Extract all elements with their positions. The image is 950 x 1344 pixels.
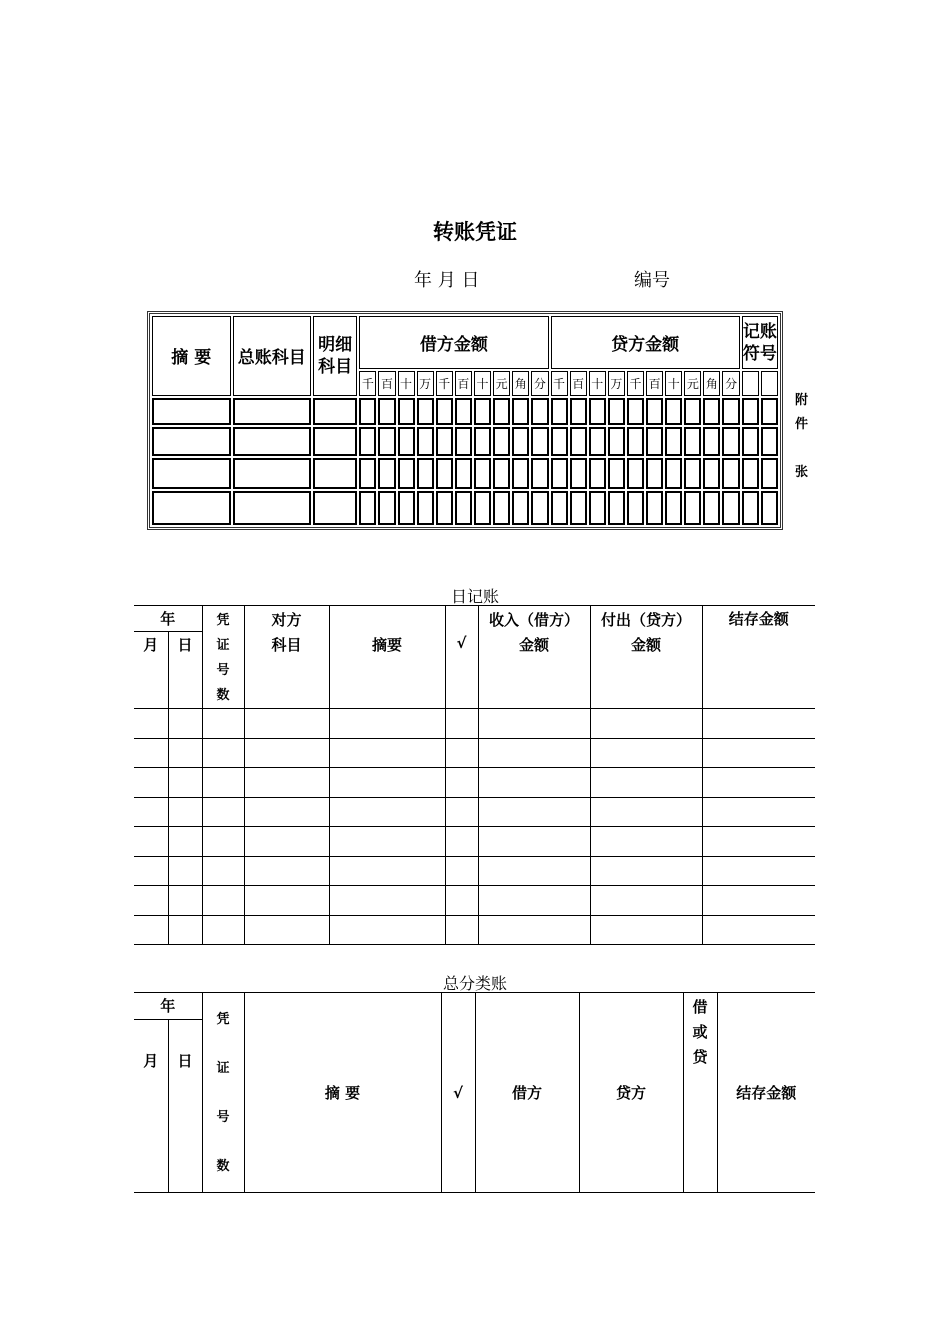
voucher-entry-cell[interactable] bbox=[665, 491, 682, 525]
voucher-entry-cell[interactable] bbox=[722, 398, 739, 426]
journal-cell[interactable] bbox=[168, 768, 202, 798]
voucher-entry-cell[interactable] bbox=[493, 458, 510, 490]
journal-cell[interactable] bbox=[702, 856, 815, 886]
voucher-entry-cell[interactable] bbox=[436, 427, 453, 456]
journal-cell[interactable] bbox=[329, 856, 445, 886]
journal-cell[interactable] bbox=[202, 797, 244, 827]
voucher-entry-cell[interactable] bbox=[233, 458, 312, 490]
journal-cell[interactable] bbox=[244, 886, 329, 916]
voucher-entry-cell[interactable] bbox=[722, 491, 739, 525]
journal-cell[interactable] bbox=[445, 915, 478, 945]
counter-account-line-1: 对方 bbox=[271, 611, 302, 629]
voucher-entry-cell[interactable] bbox=[684, 427, 701, 456]
posting-mark-line-2: 符号 bbox=[742, 343, 777, 364]
voucher-entry-cell[interactable] bbox=[646, 398, 663, 426]
journal-cell[interactable] bbox=[202, 856, 244, 886]
journal-cell[interactable] bbox=[244, 915, 329, 945]
journal-cell[interactable] bbox=[478, 827, 590, 857]
voucher-entry-cell[interactable] bbox=[417, 398, 434, 426]
voucher-entry-cell[interactable] bbox=[665, 427, 682, 456]
posting-mark-line-1: 记账 bbox=[742, 321, 777, 342]
voucher-entry-cell[interactable] bbox=[152, 458, 231, 490]
voucher-entry-cell[interactable] bbox=[722, 427, 739, 456]
journal-cell[interactable] bbox=[134, 915, 168, 945]
voucher-entry-cell[interactable] bbox=[398, 491, 415, 525]
voucher-entry-cell[interactable] bbox=[665, 398, 682, 426]
dr-or-cr-char-2: 或 bbox=[692, 1023, 708, 1041]
voucher-entry-cell[interactable] bbox=[703, 427, 720, 456]
general-ledger-title: 总分类账 bbox=[442, 974, 507, 993]
credit-unit-qian: 千 bbox=[551, 371, 568, 395]
journal-cell[interactable] bbox=[478, 768, 590, 798]
journal-cell[interactable] bbox=[445, 856, 478, 886]
voucher-entry-cell[interactable] bbox=[398, 398, 415, 426]
journal-row bbox=[134, 915, 815, 945]
voucher-entry-rows bbox=[152, 398, 778, 525]
voucher-entry-row bbox=[152, 458, 778, 490]
journal-cell[interactable] bbox=[244, 856, 329, 886]
journal-header-year: 年 bbox=[134, 606, 202, 632]
credit-unit-bai-2: 百 bbox=[646, 371, 663, 395]
voucher-entry-cell[interactable] bbox=[512, 491, 529, 525]
voucher-number-label: 编号 bbox=[634, 270, 670, 291]
credit-unit-bai: 百 bbox=[570, 371, 587, 395]
gl-voucher-char-1: 凭 bbox=[216, 1011, 230, 1027]
journal-row bbox=[134, 797, 815, 827]
voucher-entry-cell[interactable] bbox=[761, 491, 778, 525]
income-line-2: 金额 bbox=[519, 636, 550, 654]
journal-cell[interactable] bbox=[590, 797, 702, 827]
voucher-entry-cell[interactable] bbox=[627, 427, 644, 456]
journal-cell[interactable] bbox=[168, 886, 202, 916]
gl-header-month: 月 bbox=[134, 1020, 168, 1193]
voucher-entry-cell[interactable] bbox=[398, 427, 415, 456]
voucher-entry-cell[interactable] bbox=[378, 427, 395, 456]
voucher-entry-cell[interactable] bbox=[398, 458, 415, 490]
journal-cell[interactable] bbox=[590, 827, 702, 857]
voucher-entry-cell[interactable] bbox=[436, 398, 453, 426]
journal-cell[interactable] bbox=[168, 827, 202, 857]
debit-unit-shi: 十 bbox=[398, 371, 415, 395]
voucher-entry-cell[interactable] bbox=[417, 427, 434, 456]
journal-cell[interactable] bbox=[329, 886, 445, 916]
voucher-entry-cell[interactable] bbox=[608, 398, 625, 426]
voucher-entry-cell[interactable] bbox=[608, 458, 625, 490]
voucher-entry-cell[interactable] bbox=[703, 398, 720, 426]
voucher-entry-cell[interactable] bbox=[722, 458, 739, 490]
journal-cell[interactable] bbox=[445, 768, 478, 798]
voucher-entry-cell[interactable] bbox=[233, 427, 312, 456]
journal-cell[interactable] bbox=[329, 915, 445, 945]
journal-table bbox=[134, 605, 815, 945]
journal-cell[interactable] bbox=[702, 709, 815, 739]
journal-cell[interactable] bbox=[168, 738, 202, 768]
gl-header-dr-or-cr bbox=[683, 993, 717, 1193]
voucher-entry-cell[interactable] bbox=[703, 458, 720, 490]
voucher-entry-cell[interactable] bbox=[703, 491, 720, 525]
gl-header-balance: 结存金额 bbox=[717, 993, 815, 1193]
journal-header-income bbox=[478, 606, 590, 709]
voucher-entry-cell[interactable] bbox=[512, 458, 529, 490]
voucher-entry-cell[interactable] bbox=[627, 458, 644, 490]
journal-cell[interactable] bbox=[202, 768, 244, 798]
journal-header-voucher-no bbox=[202, 606, 244, 709]
voucher-entry-cell[interactable] bbox=[436, 491, 453, 525]
journal-header-payment bbox=[590, 606, 702, 709]
journal-cell[interactable] bbox=[134, 768, 168, 798]
journal-row bbox=[134, 738, 815, 768]
credit-unit-fen: 分 bbox=[722, 371, 739, 395]
dr-or-cr-char-1: 借 bbox=[692, 998, 708, 1016]
counter-account-line-2: 科目 bbox=[271, 636, 302, 654]
journal-cell[interactable] bbox=[134, 709, 168, 739]
gl-voucher-char-3: 号 bbox=[216, 1109, 230, 1125]
voucher-entry-cell[interactable] bbox=[665, 458, 682, 490]
voucher-entry-cell[interactable] bbox=[742, 427, 759, 456]
voucher-header-summary: 摘 要 bbox=[152, 316, 231, 396]
journal-cell[interactable] bbox=[134, 797, 168, 827]
voucher-entry-cell[interactable] bbox=[359, 458, 376, 490]
journal-cell[interactable] bbox=[244, 709, 329, 739]
journal-cell[interactable] bbox=[168, 915, 202, 945]
voucher-entry-cell[interactable] bbox=[455, 427, 472, 456]
journal-row bbox=[134, 768, 815, 798]
credit-unit-yuan: 元 bbox=[684, 371, 701, 395]
voucher-header-debit-amount: 借方金额 bbox=[359, 316, 548, 369]
voucher-entry-cell[interactable] bbox=[742, 491, 759, 525]
attachment-label-fu: 附 bbox=[795, 393, 809, 408]
voucher-entry-cell[interactable] bbox=[551, 458, 568, 490]
journal-cell[interactable] bbox=[590, 738, 702, 768]
journal-cell[interactable] bbox=[702, 797, 815, 827]
gl-header-summary: 摘 要 bbox=[244, 993, 441, 1193]
voucher-entry-cell[interactable] bbox=[551, 427, 568, 456]
journal-cell[interactable] bbox=[445, 738, 478, 768]
dr-or-cr-char-3: 贷 bbox=[692, 1048, 708, 1066]
gl-voucher-char-4: 数 bbox=[216, 1158, 230, 1174]
debit-unit-fen: 分 bbox=[531, 371, 548, 395]
voucher-entry-cell[interactable] bbox=[684, 491, 701, 525]
voucher-entry-cell[interactable] bbox=[455, 398, 472, 426]
voucher-entry-cell[interactable] bbox=[646, 427, 663, 456]
credit-unit-jiao: 角 bbox=[703, 371, 720, 395]
journal-cell[interactable] bbox=[134, 827, 168, 857]
debit-unit-bai-2: 百 bbox=[455, 371, 472, 395]
voucher-entry-cell[interactable] bbox=[684, 398, 701, 426]
voucher-entry-cell[interactable] bbox=[436, 458, 453, 490]
journal-cell[interactable] bbox=[478, 738, 590, 768]
journal-voucher-char-3: 号 bbox=[216, 663, 230, 678]
voucher-entry-cell[interactable] bbox=[761, 427, 778, 456]
journal-voucher-char-1: 凭 bbox=[216, 613, 230, 628]
journal-header-balance: 结存金额 bbox=[702, 606, 815, 709]
transfer-voucher-table bbox=[147, 311, 783, 530]
voucher-entry-cell[interactable] bbox=[313, 491, 357, 525]
journal-cell[interactable] bbox=[702, 915, 815, 945]
voucher-entry-cell[interactable] bbox=[761, 458, 778, 490]
journal-cell[interactable] bbox=[134, 738, 168, 768]
debit-unit-qian: 千 bbox=[359, 371, 376, 395]
journal-cell[interactable] bbox=[244, 797, 329, 827]
journal-title: 日记账 bbox=[450, 587, 499, 606]
voucher-entry-cell[interactable] bbox=[551, 398, 568, 426]
payment-line-2: 金额 bbox=[631, 636, 662, 654]
journal-row bbox=[134, 827, 815, 857]
journal-voucher-char-4: 数 bbox=[216, 688, 230, 703]
voucher-entry-cell[interactable] bbox=[378, 458, 395, 490]
voucher-entry-cell[interactable] bbox=[417, 491, 434, 525]
general-ledger-table bbox=[134, 992, 815, 1193]
voucher-entry-cell[interactable] bbox=[608, 427, 625, 456]
detail-account-line-1: 明细 bbox=[318, 334, 353, 355]
voucher-header-detail-account bbox=[313, 316, 357, 396]
credit-unit-wan: 万 bbox=[608, 371, 625, 395]
voucher-header-credit-amount: 贷方金额 bbox=[551, 316, 740, 369]
journal-cell[interactable] bbox=[202, 738, 244, 768]
voucher-entry-cell[interactable] bbox=[570, 491, 587, 525]
voucher-entry-cell[interactable] bbox=[474, 458, 491, 490]
attachment-label-zhang: 张 bbox=[795, 465, 809, 480]
voucher-entry-cell[interactable] bbox=[493, 427, 510, 456]
voucher-title: 转账凭证 bbox=[433, 220, 517, 244]
voucher-entry-cell[interactable] bbox=[589, 458, 606, 490]
journal-cell[interactable] bbox=[445, 709, 478, 739]
voucher-date-label: 年 月 日 bbox=[414, 270, 480, 291]
posting-mark-cell-a bbox=[742, 371, 759, 395]
voucher-entry-cell[interactable] bbox=[531, 398, 548, 426]
debit-unit-shi-2: 十 bbox=[474, 371, 491, 395]
voucher-entry-cell[interactable] bbox=[474, 427, 491, 456]
voucher-entry-cell[interactable] bbox=[646, 491, 663, 525]
voucher-entry-cell[interactable] bbox=[589, 427, 606, 456]
journal-cell[interactable] bbox=[702, 886, 815, 916]
journal-cell[interactable] bbox=[478, 886, 590, 916]
gl-header-debit: 借方 bbox=[475, 993, 579, 1193]
voucher-entry-cell[interactable] bbox=[646, 458, 663, 490]
journal-cell[interactable] bbox=[478, 915, 590, 945]
income-line-1: 收入（借方） bbox=[489, 611, 580, 629]
debit-unit-jiao: 角 bbox=[512, 371, 529, 395]
posting-mark-cell-b bbox=[761, 371, 778, 395]
voucher-entry-cell[interactable] bbox=[233, 491, 312, 525]
voucher-entry-cell[interactable] bbox=[627, 491, 644, 525]
journal-cell[interactable] bbox=[202, 886, 244, 916]
voucher-entry-cell[interactable] bbox=[512, 398, 529, 426]
journal-cell[interactable] bbox=[244, 827, 329, 857]
gl-header-year: 年 bbox=[134, 993, 202, 1020]
journal-cell[interactable] bbox=[590, 709, 702, 739]
journal-cell[interactable] bbox=[590, 886, 702, 916]
journal-cell[interactable] bbox=[329, 738, 445, 768]
journal-cell[interactable] bbox=[329, 709, 445, 739]
gl-header-voucher-no bbox=[202, 993, 244, 1193]
gl-header-check: √ bbox=[441, 993, 475, 1193]
journal-header-summary: 摘要 bbox=[329, 606, 445, 709]
voucher-entry-cell[interactable] bbox=[359, 491, 376, 525]
journal-cell[interactable] bbox=[445, 827, 478, 857]
journal-header-day: 日 bbox=[168, 631, 202, 708]
journal-cell[interactable] bbox=[478, 856, 590, 886]
journal-cell[interactable] bbox=[244, 768, 329, 798]
journal-cell[interactable] bbox=[702, 768, 815, 798]
voucher-entry-cell[interactable] bbox=[589, 398, 606, 426]
journal-entry-rows bbox=[134, 709, 815, 945]
voucher-header-posting-mark bbox=[742, 316, 778, 369]
journal-cell[interactable] bbox=[702, 738, 815, 768]
journal-voucher-char-2: 证 bbox=[216, 638, 230, 653]
voucher-entry-cell[interactable] bbox=[761, 398, 778, 426]
detail-account-line-2: 科目 bbox=[318, 356, 353, 377]
voucher-entry-cell[interactable] bbox=[313, 398, 357, 426]
voucher-entry-cell[interactable] bbox=[493, 491, 510, 525]
gl-header-day: 日 bbox=[168, 1020, 202, 1193]
voucher-entry-cell[interactable] bbox=[152, 398, 231, 426]
voucher-entry-row bbox=[152, 427, 778, 456]
debit-unit-qian-2: 千 bbox=[436, 371, 453, 395]
journal-cell[interactable] bbox=[478, 709, 590, 739]
voucher-entry-cell[interactable] bbox=[378, 491, 395, 525]
voucher-entry-cell[interactable] bbox=[359, 398, 376, 426]
credit-unit-shi-2: 十 bbox=[665, 371, 682, 395]
voucher-entry-cell[interactable] bbox=[742, 458, 759, 490]
journal-cell[interactable] bbox=[445, 886, 478, 916]
voucher-entry-cell[interactable] bbox=[570, 427, 587, 456]
voucher-entry-cell[interactable] bbox=[455, 491, 472, 525]
voucher-entry-row bbox=[152, 491, 778, 525]
debit-unit-yuan: 元 bbox=[493, 371, 510, 395]
voucher-entry-cell[interactable] bbox=[233, 398, 312, 426]
journal-cell[interactable] bbox=[134, 886, 168, 916]
debit-unit-wan: 万 bbox=[417, 371, 434, 395]
voucher-entry-cell[interactable] bbox=[313, 458, 357, 490]
journal-cell[interactable] bbox=[202, 827, 244, 857]
journal-cell[interactable] bbox=[590, 768, 702, 798]
voucher-entry-cell[interactable] bbox=[589, 491, 606, 525]
voucher-entry-cell[interactable] bbox=[531, 427, 548, 456]
journal-cell[interactable] bbox=[168, 709, 202, 739]
journal-cell[interactable] bbox=[244, 738, 329, 768]
journal-cell[interactable] bbox=[590, 856, 702, 886]
journal-cell[interactable] bbox=[329, 827, 445, 857]
voucher-header-general-account: 总账科目 bbox=[233, 316, 312, 396]
journal-cell[interactable] bbox=[134, 856, 168, 886]
journal-cell[interactable] bbox=[329, 768, 445, 798]
journal-cell[interactable] bbox=[445, 797, 478, 827]
journal-header-check: √ bbox=[445, 606, 478, 709]
voucher-entry-cell[interactable] bbox=[551, 491, 568, 525]
voucher-entry-cell[interactable] bbox=[313, 427, 357, 456]
journal-cell[interactable] bbox=[590, 915, 702, 945]
journal-cell[interactable] bbox=[168, 856, 202, 886]
voucher-entry-cell[interactable] bbox=[359, 427, 376, 456]
debit-unit-bai: 百 bbox=[378, 371, 395, 395]
voucher-entry-cell[interactable] bbox=[512, 427, 529, 456]
journal-header-counter-account bbox=[244, 606, 329, 709]
journal-row bbox=[134, 709, 815, 739]
voucher-entry-cell[interactable] bbox=[474, 491, 491, 525]
voucher-entry-cell[interactable] bbox=[417, 458, 434, 490]
voucher-entry-cell[interactable] bbox=[152, 491, 231, 525]
journal-cell[interactable] bbox=[202, 915, 244, 945]
voucher-entry-cell[interactable] bbox=[627, 398, 644, 426]
journal-cell[interactable] bbox=[702, 827, 815, 857]
voucher-entry-cell[interactable] bbox=[455, 458, 472, 490]
journal-cell[interactable] bbox=[202, 709, 244, 739]
voucher-entry-cell[interactable] bbox=[742, 398, 759, 426]
gl-header-credit: 贷方 bbox=[579, 993, 683, 1193]
voucher-entry-cell[interactable] bbox=[474, 398, 491, 426]
journal-cell[interactable] bbox=[478, 797, 590, 827]
attachment-label-jian: 件 bbox=[795, 417, 809, 432]
journal-cell[interactable] bbox=[168, 797, 202, 827]
voucher-entry-row bbox=[152, 398, 778, 426]
credit-unit-qian-2: 千 bbox=[627, 371, 644, 395]
journal-header-month: 月 bbox=[134, 631, 168, 708]
voucher-entry-cell[interactable] bbox=[570, 398, 587, 426]
credit-unit-shi: 十 bbox=[589, 371, 606, 395]
journal-row bbox=[134, 886, 815, 916]
voucher-entry-cell[interactable] bbox=[608, 491, 625, 525]
gl-voucher-char-2: 证 bbox=[216, 1060, 230, 1076]
voucher-entry-cell[interactable] bbox=[152, 427, 231, 456]
voucher-entry-cell[interactable] bbox=[570, 458, 587, 490]
voucher-entry-cell[interactable] bbox=[531, 491, 548, 525]
voucher-entry-cell[interactable] bbox=[684, 458, 701, 490]
voucher-entry-cell[interactable] bbox=[493, 398, 510, 426]
voucher-entry-cell[interactable] bbox=[531, 458, 548, 490]
journal-row bbox=[134, 856, 815, 886]
voucher-entry-cell[interactable] bbox=[378, 398, 395, 426]
journal-cell[interactable] bbox=[329, 797, 445, 827]
payment-line-1: 付出（贷方） bbox=[601, 611, 692, 629]
